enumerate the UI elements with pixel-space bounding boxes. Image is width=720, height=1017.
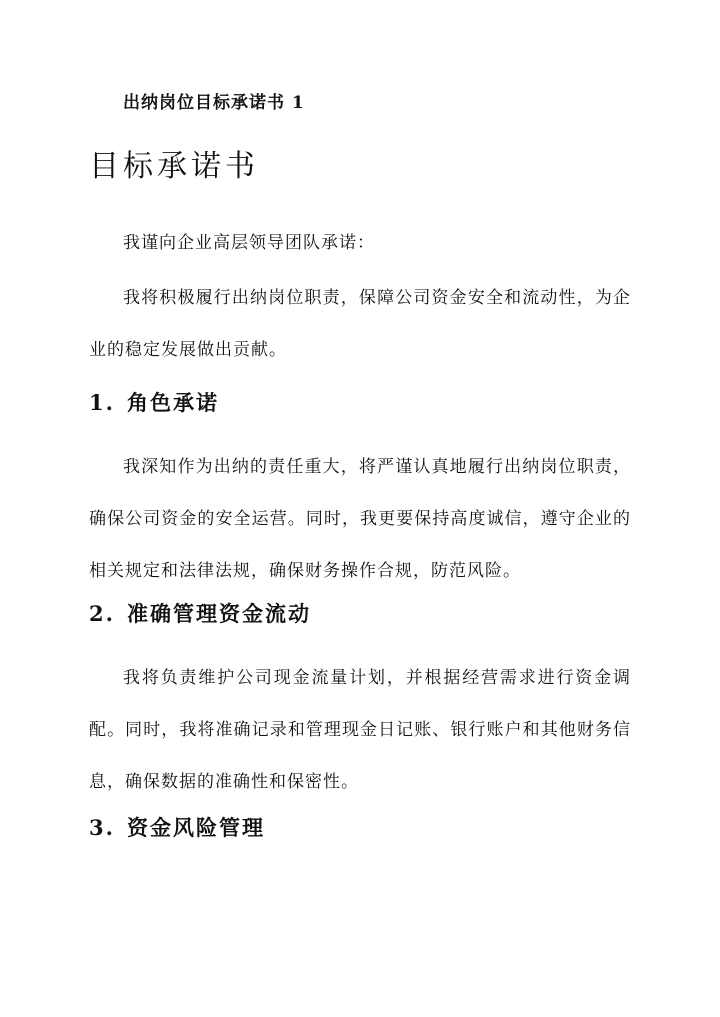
section-number: 3. (89, 815, 115, 840)
document-label: 出纳岗位目标承诺书 1 (123, 93, 305, 113)
document-title: 目标承诺书 (89, 149, 259, 184)
section-heading (89, 598, 311, 628)
section-title: 资金风险管理 (127, 815, 265, 840)
section-heading (89, 387, 219, 417)
section-title: 准确管理资金流动 (127, 601, 311, 626)
section-heading (89, 812, 265, 842)
section-title: 角色承诺 (127, 390, 219, 415)
section-body: 我深知作为出纳的责任重大，将严谨认真地履行出纳岗位职责，确保公司资金的安全运营。同时，我更要保持高度诚信，遵守企业的相关规定和法律法规，确保财务操作合规，防范风险。 (89, 457, 631, 581)
section-number: 1. (89, 390, 115, 415)
section-number: 2. (89, 601, 115, 626)
section-body: 我将负责维护公司现金流量计划，并根据经营需求进行资金调配。同时，我将准确记录和管理现金日记账、银行账户和其他财务信息，确保数据的准确性和保密性。 (89, 668, 631, 792)
intro-paragraph: 我谨向企业高层领导团队承诺： (123, 233, 375, 253)
commitment-paragraph: 我将积极履行出纳岗位职责，保障公司资金安全和流动性，为企业的稳定发展做出贡献。 (89, 288, 631, 360)
